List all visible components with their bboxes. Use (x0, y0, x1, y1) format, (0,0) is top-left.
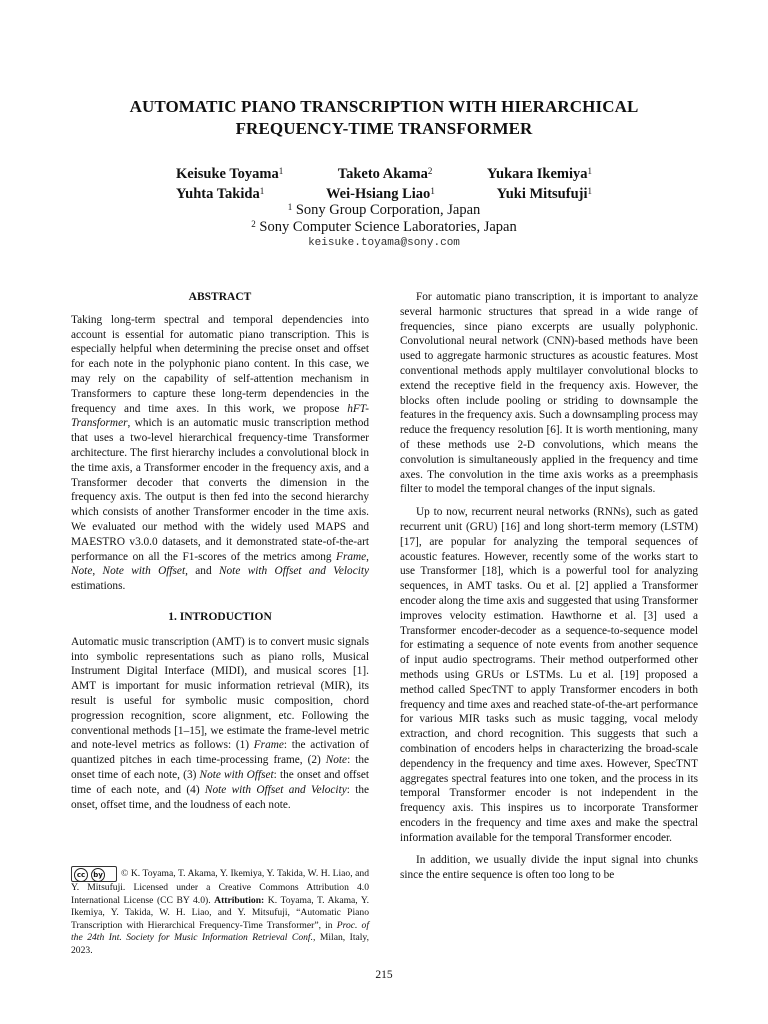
author-row-1 (100, 164, 668, 184)
title-line-2: FREQUENCY-TIME TRANSFORMER (235, 119, 533, 138)
author-name: Wei-Hsiang Liao$^1$ (325, 186, 435, 202)
left-column (71, 288, 369, 812)
right-column (400, 290, 698, 883)
affiliation-2: $^2$ Sony Computer Science Laboratories, Japan (251, 219, 517, 235)
author-name: Yuki Mitsufuji$^1$ (496, 186, 592, 202)
by-icon: by (91, 868, 105, 882)
license-footnote: cc by © K. Toyama, T. Akama, Y. Ikemiya, Y. Takida, W. H. Liao, and Y. Mitsufuji. Licensed under a Creative Commons Attribution 4.0 International License (CC BY 4.0). Attribution: K. Toyama, T. Akama, Y. Ikemiya, Y. Takida, W. H. Liao, and Y. Mitsufuji, “Automatic Piano Transcription with Hierarchical Frequency-Time Transformer”, in Proc. of the 24th Int. Society for Music Information Retrieval Conf., Milan, Italy, 2023. (71, 866, 369, 957)
body-paragraph: For automatic piano transcription, it is important to analyze several harmonic structures that spread in a wide range of frequencies, since piano excerpts are usually polyphonic. Convolutional neural network (CNN)-based methods have been used to aggregate harmonic structures as acoustic features. Most conventional methods apply multilayer convolutional blocks to extend the receptive field in the frequency axis. However, the blocks often include pooling or striding to downsample the features in the frequency axis. Such a downsampling process may reduce the frequency resolution [6]. It is worth mentioning, many of these methods use 2-D convolutions, which means the convolution is simultaneously applied in the frequency and time axes. The convolution in the time axis works as a preemphasis filter to model the temporal changes of the input signals. (400, 291, 698, 496)
paper-title (60, 96, 708, 140)
introduction-heading: 1. INTRODUCTION (168, 610, 272, 623)
page-number: 215 (375, 969, 393, 981)
author-name: Yuhta Takida$^1$ (176, 186, 265, 202)
affiliation-1: $^1$ Sony Group Corporation, Japan (287, 202, 481, 218)
author-email: keisuke.toyama@sony.com (308, 237, 460, 249)
creative-commons-badge-icon (71, 866, 117, 882)
author-name: Taketo Akama$^2$ (337, 166, 433, 182)
author-name: Yukara Ikemiya$^1$ (486, 166, 592, 182)
introduction-paragraph: Automatic music transcription (AMT) is to convert music signals into symbolic representations such as piano rolls, Musical Instrument Digital Interface (MIDI), and musical scores [1]. AMT is important for music information retrieval (MIR), its result is useful for symbolic music composition, chord progression recognition, score alignment, etc. Following the conventional methods [1–15], we estimate the frame-level metric and note-level metrics as follows: (1) Frame: the activation of quantized pitches in each time-processing frame, (2) Note: the onset time of each note, (3) Note with Offset: the onset and offset time of each note, and (4) Note with Offset and Velocity: the onset, offset time, and the loudness of each note. (71, 635, 370, 811)
cc-icon: cc (74, 868, 88, 882)
author-name: Keisuke Toyama$^1$ (176, 166, 284, 182)
title-line-1: AUTOMATIC PIANO TRANSCRIPTION WITH HIERARCHICAL (129, 97, 639, 116)
abstract-heading: ABSTRACT (188, 291, 252, 303)
author-block (100, 164, 668, 204)
body-paragraph: In addition, we usually divide the input signal into chunks since the entire sequence is often too long to be (400, 854, 698, 882)
abstract-text: Taking long-term spectral and temporal dependencies into account is essential for automatic piano transcription. This is especially helpful when determining the precise onset and offset for each note in the polyphonic piano content. In this case, we may rely on the capability of self-attention mechanism in Transformers to capture these long-term dependencies in the frequency and time axes. In this work, we propose hFT-Transformer, which is an automatic music transcription method that uses a two-level hierarchical frequency-time Transformer architecture. The first hierarchy includes a convolutional block in the time axis, a Transformer encoder in the frequency axis, and a Transformer decoder that converts the dimension in the frequency axis. The output is then fed into the second hierarchy which consists of another Transformer encoder in the time axis. We evaluated our method with the widely used MAPS and MAESTRO v3.0.0 datasets, and it demonstrated state-of-the-art performance on all the F1-scores of the metrics among Frame, Note, Note with Offset, and Note with Offset and Velocity estimations. (71, 313, 369, 593)
body-paragraph: Up to now, recurrent neural networks (RNNs), such as gated recurrent unit (GRU) [16] and long short-term memory (LSTM) [17], are popular for analyzing the temporal sequences of acoustic features. However, recently some of the works start to use Transformer [18], which is a powerful tool for analyzing sequences, in AMT tasks. Ou et al. [2] applied a Transformer encoder along the time axis and suggested that using Transformer improves velocity estimation. Hawthorne et al. [3] used a Transformer encoder-decoder as a sequence-to-sequence model for estimating a sequence of note events from another sequence of input audio spectrograms. Their method outperformed other methods using GRUs or LSTMs. Lu et al. [19] proposed a method called SpecTNT to apply Transformer encoders in both frequency and time axes and reached state-of-the-art performance for various MIR tasks such as music tagging, vocal melody extraction, and chord recognition. This suggests that such a combination of encoders helps in characterizing the broad-scale dependency in the frequency and time axes. However, SpecTNT aggregates spectral features into one token, and the process in its temporal Transformer encoder is not independent in the frequency axis. This inspires us to incorporate Transformer encoders in the frequency and time axes and make the spectral information available for the temporal Transformer encoder. (400, 506, 698, 844)
